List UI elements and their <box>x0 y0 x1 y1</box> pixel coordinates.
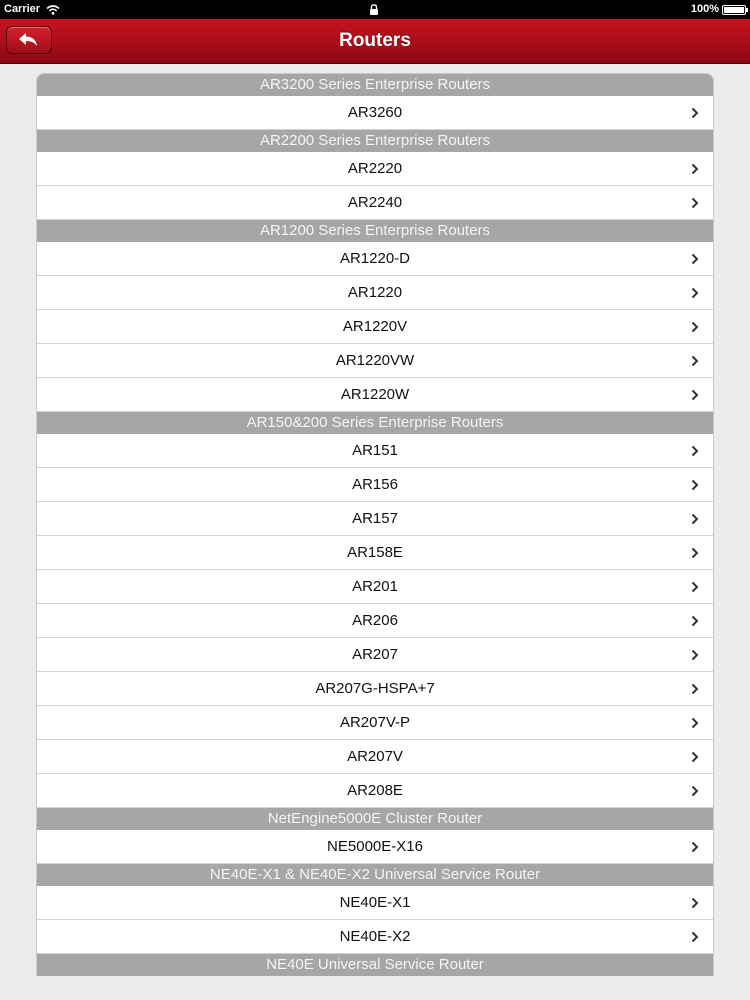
list-item[interactable] <box>37 570 713 604</box>
list-item[interactable] <box>37 378 713 412</box>
list-item-label: AR208E <box>347 782 403 799</box>
list-item-label: NE40E-X1 <box>339 894 411 911</box>
chevron-right-icon <box>691 717 699 729</box>
list-item[interactable] <box>37 886 713 920</box>
list-item-label: AR207 <box>352 646 398 663</box>
wifi-icon <box>46 5 60 15</box>
chevron-right-icon <box>691 389 699 401</box>
section-header: NE40E Universal Service Router <box>37 954 713 976</box>
chevron-right-icon <box>691 197 699 209</box>
chevron-right-icon <box>691 253 699 265</box>
chevron-right-icon <box>691 683 699 695</box>
list-item-label: AR158E <box>347 544 403 561</box>
list-item-label: AR206 <box>352 612 398 629</box>
list-item[interactable] <box>37 638 713 672</box>
list-item[interactable] <box>37 604 713 638</box>
chevron-right-icon <box>691 649 699 661</box>
status-right <box>691 0 746 19</box>
chevron-right-icon <box>691 841 699 853</box>
status-bar <box>0 0 750 19</box>
list-item[interactable] <box>37 706 713 740</box>
list-item-label: AR156 <box>352 476 398 493</box>
list-item-label: AR157 <box>352 510 398 527</box>
list-item[interactable] <box>37 672 713 706</box>
list-item-label: AR207V-P <box>339 714 411 731</box>
list-item-label: NE5000E-X16 <box>327 838 423 855</box>
chevron-right-icon <box>691 107 699 119</box>
lock-icon <box>369 4 379 15</box>
back-button[interactable] <box>6 26 52 54</box>
back-arrow-icon <box>18 32 40 48</box>
list-item[interactable] <box>37 502 713 536</box>
section-header: NetEngine5000E Cluster Router <box>37 808 713 830</box>
list-item-label: AR1220V <box>342 318 408 335</box>
list-item[interactable] <box>37 774 713 808</box>
list-item-label: AR3260 <box>347 104 403 121</box>
section-header: AR150&200 Series Enterprise Routers <box>37 412 713 434</box>
section-header: AR3200 Series Enterprise Routers <box>37 74 713 96</box>
navigation-bar <box>0 19 750 64</box>
list-item[interactable] <box>37 920 713 954</box>
list-item-label: AR207V <box>347 748 403 765</box>
list-item[interactable] <box>37 96 713 130</box>
list-item-label: AR2240 <box>347 194 403 211</box>
carrier-label: Carrier <box>4 3 41 15</box>
chevron-right-icon <box>691 287 699 299</box>
chevron-right-icon <box>691 479 699 491</box>
list-item[interactable] <box>37 310 713 344</box>
list-item[interactable] <box>37 536 713 570</box>
section-header: AR2200 Series Enterprise Routers <box>37 130 713 152</box>
list-item-label: AR1220W <box>340 386 410 403</box>
chevron-right-icon <box>691 355 699 367</box>
list-item[interactable] <box>37 434 713 468</box>
list-item[interactable] <box>37 468 713 502</box>
list-item[interactable] <box>37 152 713 186</box>
chevron-right-icon <box>691 163 699 175</box>
battery-icon <box>722 5 746 15</box>
list-item-label: AR151 <box>352 442 398 459</box>
chevron-right-icon <box>691 897 699 909</box>
list-item-label: AR201 <box>352 578 398 595</box>
list-item[interactable] <box>37 740 713 774</box>
list-item-label: AR207G-HSPA+7 <box>315 680 435 697</box>
router-list <box>36 73 714 976</box>
list-item[interactable] <box>37 276 713 310</box>
list-item[interactable] <box>37 186 713 220</box>
chevron-right-icon <box>691 513 699 525</box>
list-item-label: AR2220 <box>347 160 403 177</box>
chevron-right-icon <box>691 785 699 797</box>
chevron-right-icon <box>691 547 699 559</box>
chevron-right-icon <box>691 581 699 593</box>
page-title: Routers <box>339 30 411 51</box>
chevron-right-icon <box>691 931 699 943</box>
list-item[interactable] <box>37 830 713 864</box>
status-left <box>4 0 60 19</box>
list-item-label: AR1220-D <box>339 250 411 267</box>
list-item[interactable] <box>37 242 713 276</box>
list-item-label: AR1220VW <box>335 352 415 369</box>
section-header: NE40E-X1 & NE40E-X2 Universal Service Router <box>37 864 713 886</box>
list-item-label: NE40E-X2 <box>339 928 411 945</box>
list-item-label: AR1220 <box>347 284 403 301</box>
section-header: AR1200 Series Enterprise Routers <box>37 220 713 242</box>
chevron-right-icon <box>691 321 699 333</box>
chevron-right-icon <box>691 751 699 763</box>
chevron-right-icon <box>691 615 699 627</box>
battery-percent: 100% <box>690 3 719 15</box>
list-item[interactable] <box>37 344 713 378</box>
chevron-right-icon <box>691 445 699 457</box>
